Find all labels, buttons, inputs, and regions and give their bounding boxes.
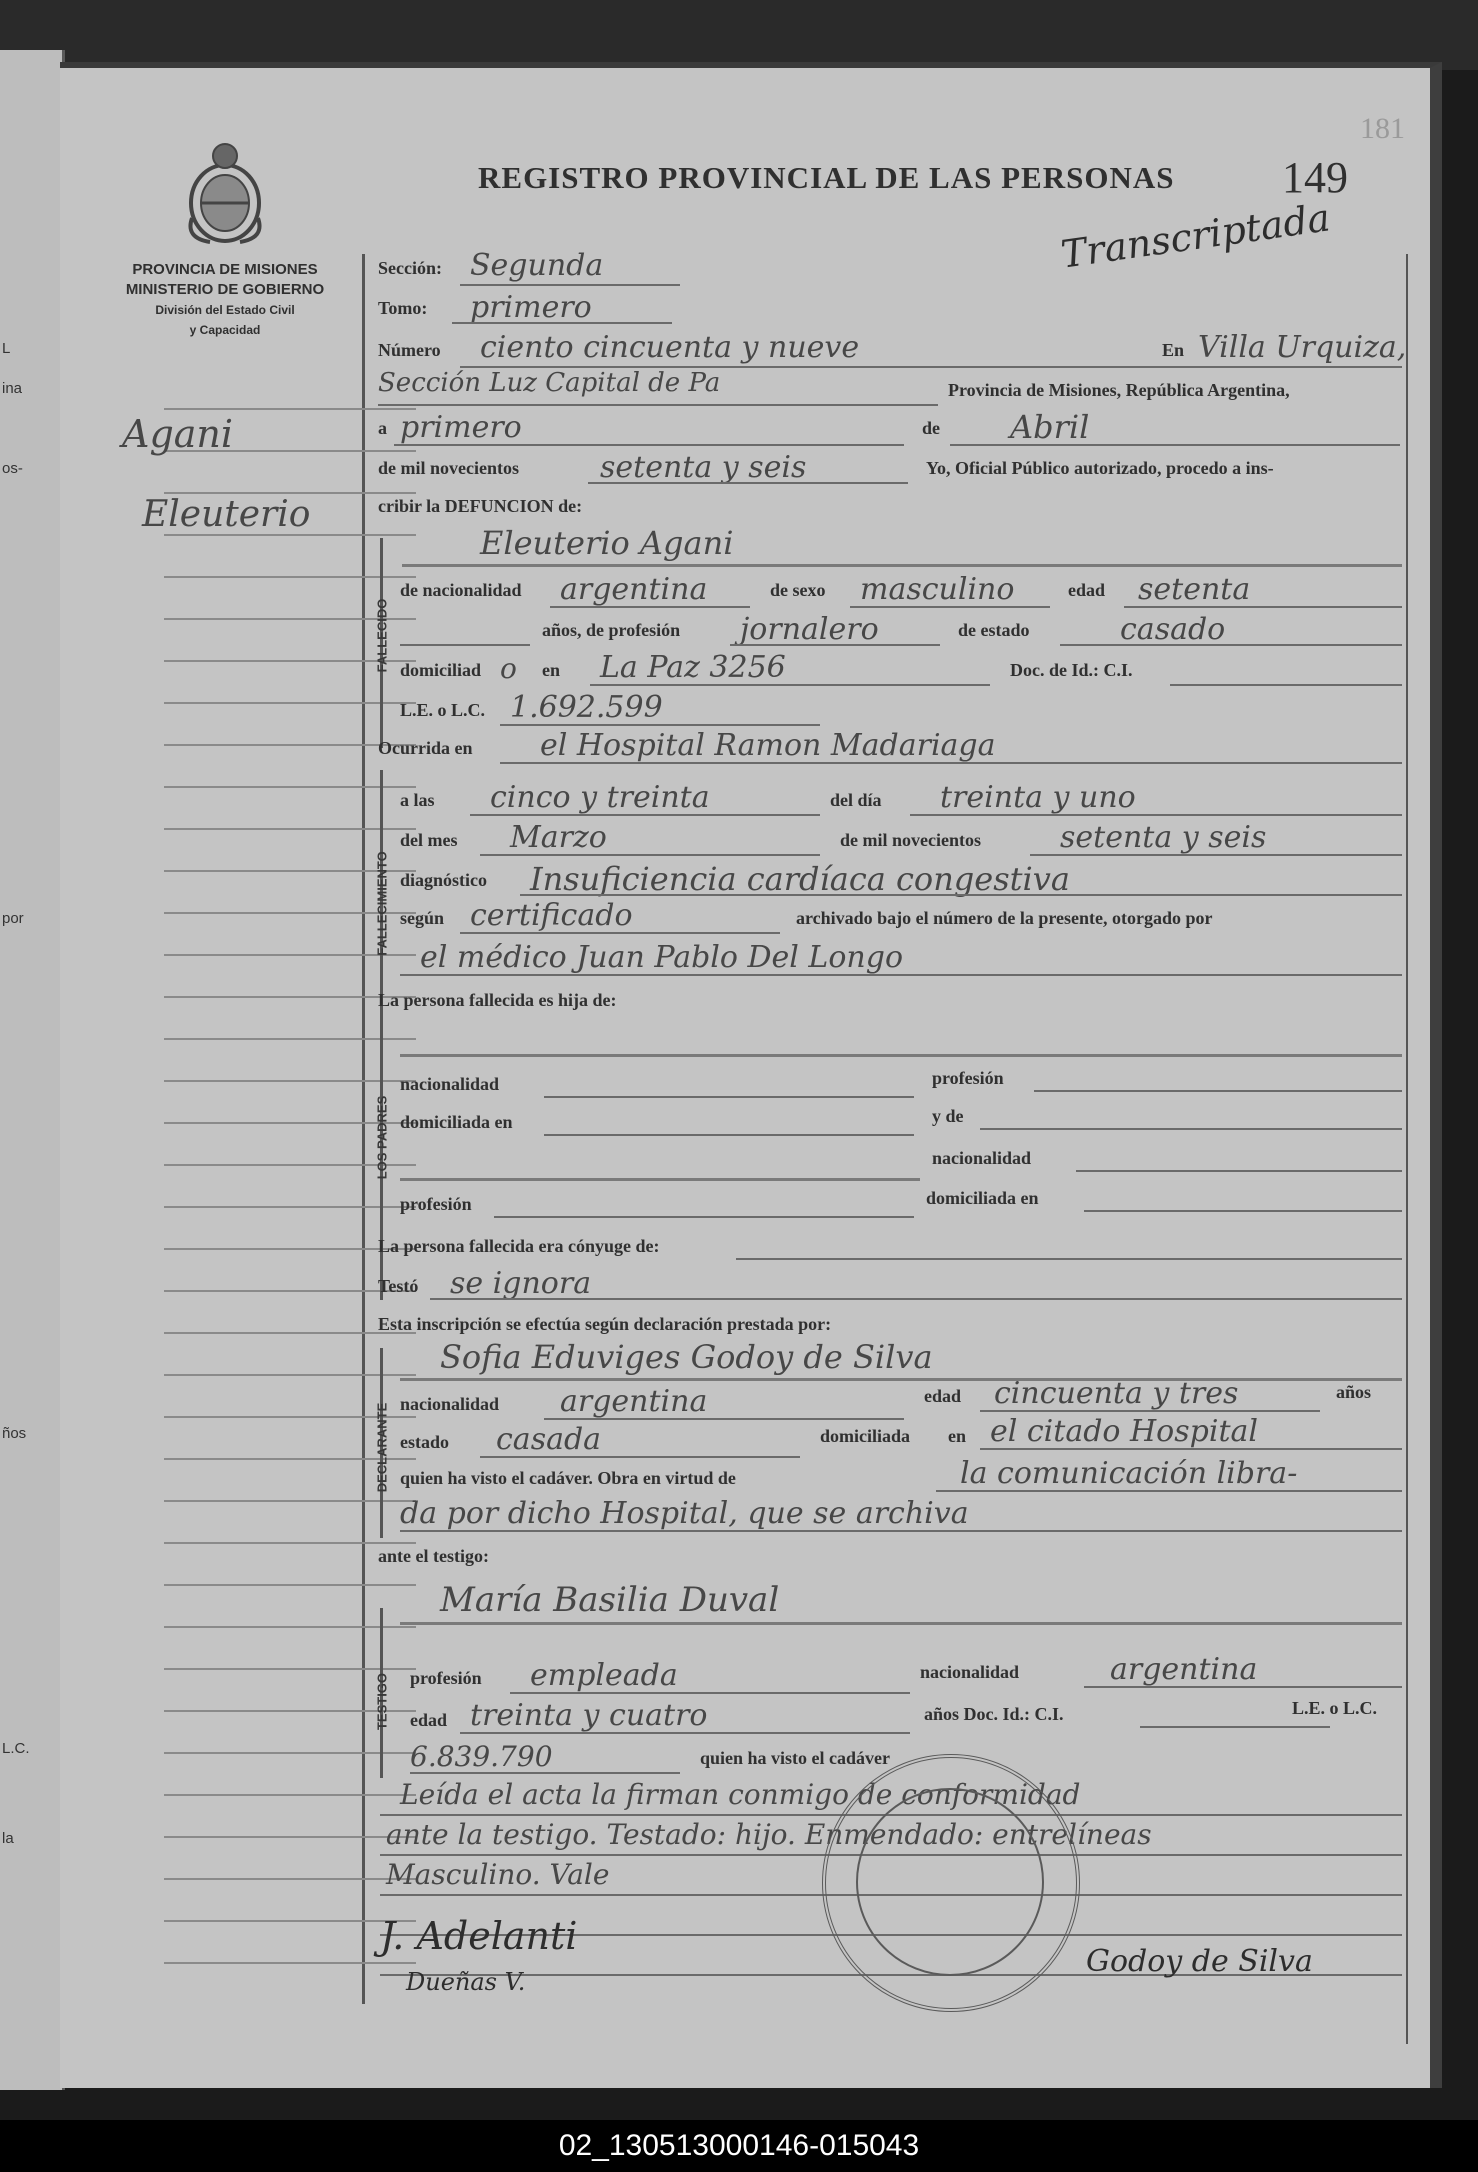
conyuge-text: La persona fallecida era cónyuge de: (378, 1236, 660, 1256)
left-margin-rule (362, 254, 365, 2004)
division-name-2: y Capacidad (189, 323, 261, 337)
declarante-domiciliada-label: domiciliada (820, 1426, 911, 1446)
oficial-text: Yo, Oficial Público autorizado, procedo a ins- (926, 458, 1274, 478)
ocurrida-value: el Hospital Ramon Madariaga (540, 728, 996, 763)
coat-of-arms-icon (180, 138, 270, 248)
prev-fragment: ños (2, 1425, 27, 1442)
folio-previous: 181 (1360, 112, 1405, 145)
closing-line-1: Leída el acta la firman conmigo de conformidad (400, 1778, 1081, 1811)
prev-fragment: la (2, 1830, 14, 1847)
del-mes-label: del mes (400, 830, 458, 850)
official-stamp-icon (822, 1754, 1080, 2012)
declarante-anos-label: años (1336, 1382, 1372, 1402)
de-value: Abril (1010, 408, 1090, 446)
testigo-edad-value: treinta y cuatro (470, 1698, 708, 1733)
previous-page-edge (0, 50, 65, 2090)
diagnostico-label: diagnóstico (400, 870, 488, 890)
numero-value: ciento cincuenta y nueve (480, 330, 860, 365)
declarante-en-label: en (948, 1426, 966, 1446)
background-top (0, 0, 1478, 70)
signature-official-sub: Dueñas V. (406, 1968, 526, 1996)
prev-fragment: L (2, 340, 11, 357)
declarante-side-label: DECLARANTE (374, 1402, 390, 1493)
madre-domiciliada-label: domiciliada en (926, 1188, 1039, 1208)
division-name: División del Estado Civil (155, 303, 295, 317)
prev-fragment: ina (2, 380, 23, 397)
testigo-doc-value: 6.839.790 (410, 1740, 553, 1773)
hija-text: La persona fallecida es hija de: (378, 990, 617, 1010)
fallecimiento-side-label: FALLECIMIENTO (374, 851, 390, 956)
seccion-value: Segunda (470, 248, 604, 283)
le-label: L.E. o L.C. (400, 700, 486, 720)
margin-surname: Agani (122, 412, 234, 456)
sexo-label: de sexo (770, 580, 826, 600)
a-value: primero (400, 410, 522, 445)
transcription-annotation: Transcriptada (1058, 195, 1333, 277)
testigo-edad-label: edad (410, 1710, 448, 1730)
fallecido-side-label: FALLECIDO (374, 598, 390, 673)
de-label: de (922, 418, 940, 438)
mil2-label: de mil novecientos (840, 830, 981, 850)
testigo-profesion-value: empleada (530, 1658, 678, 1693)
testigo-cadaver-text: quien ha visto el cadáver (700, 1748, 891, 1768)
prev-fragment: L.C. (2, 1740, 30, 1757)
provincia-text: Provincia de Misiones, República Argentina, (948, 380, 1290, 400)
del-dia-label: del día (830, 790, 882, 810)
nacionalidad-value: argentina (560, 572, 708, 607)
mil2-value: setenta y seis (1060, 820, 1267, 855)
sexo-value: masculino (860, 572, 1015, 607)
declarante-edad-label: edad (924, 1386, 962, 1406)
estado-value: casado (1120, 612, 1226, 647)
padres-side-label: LOS PADRES (374, 1095, 390, 1180)
tomo-label: Tomo: (378, 298, 428, 318)
estado-label: de estado (958, 620, 1030, 640)
testigo-le-label: L.E. o L.C. (1292, 1698, 1378, 1718)
domicilio-value: La Paz 3256 (600, 650, 786, 685)
padre-domiciliada-label: domiciliada en (400, 1112, 513, 1132)
signature-official: J. Adelanti (380, 1914, 578, 1958)
province-name: PROVINCIA DE MISIONES (132, 261, 318, 278)
closing-line-2: ante la testigo. Testado: hijo. Enmendado: entrelíneas (386, 1818, 1152, 1851)
madre-nacionalidad-label: nacionalidad (932, 1148, 1032, 1168)
diagnostico-value: Insuficiencia cardíaca congestiva (530, 860, 1070, 898)
cribir-text: cribir la DEFUNCION de: (378, 496, 583, 516)
cadaver-text: quien ha visto el cadáver. Obra en virtud de (400, 1468, 736, 1488)
declarante-estado-value: casada (496, 1422, 602, 1457)
le-value: 1.692.599 (510, 690, 663, 725)
a-las-label: a las (400, 790, 435, 810)
segun-value: certificado (470, 898, 633, 933)
register-page (60, 62, 1442, 2088)
place-value: Sección Luz Capital de Pa (378, 368, 721, 398)
testigo-name: María Basilia Duval (440, 1580, 780, 1620)
declarante-nacionalidad-value: argentina (560, 1384, 708, 1419)
padre-nacionalidad-label: nacionalidad (400, 1074, 500, 1094)
seccion-label: Sección: (378, 258, 442, 278)
testigo-anos-doc-label: años Doc. Id.: C.I. (924, 1704, 1064, 1724)
padre-profesion-label: profesión (932, 1068, 1004, 1088)
del-mes-value: Marzo (510, 820, 607, 855)
mil-label: de mil novecientos (378, 458, 519, 478)
testigo-side-label: TESTIGO (374, 1672, 390, 1731)
declarante-edad-value: cincuenta y tres (994, 1376, 1239, 1411)
numero-label: Número (378, 340, 441, 360)
tomo-value: primero (470, 290, 592, 325)
en-label: En (1162, 340, 1185, 360)
medico-value: el médico Juan Pablo Del Longo (420, 940, 904, 975)
declarante-nacionalidad-label: nacionalidad (400, 1394, 500, 1414)
testo-value: se ignora (450, 1266, 592, 1301)
domicilio-en-label: en (542, 660, 560, 680)
a-las-value: cinco y treinta (490, 780, 710, 815)
declarante-name: Sofia Eduviges Godoy de Silva (440, 1338, 933, 1376)
anos-profesion-label: años, de profesión (542, 620, 681, 640)
domicilio-suffix: o (500, 652, 517, 685)
right-form-rule (1406, 254, 1408, 2044)
del-dia-value: treinta y uno (940, 780, 1136, 815)
en-value: Villa Urquiza, (1198, 330, 1407, 365)
testo-label: Testó (378, 1276, 419, 1296)
madre-profesion-label: profesión (400, 1194, 472, 1214)
fallecido-name: Eleuterio Agani (480, 524, 734, 562)
prev-fragment: por (2, 910, 24, 927)
ocurrida-label: Ocurrida en (378, 738, 473, 758)
cadaver-value-2: da por dicho Hospital, que se archiva (400, 1496, 969, 1531)
declarante-domicilio-value: el citado Hospital (990, 1414, 1258, 1449)
archivado-text: archivado bajo el número de la presente, otorgado por (796, 908, 1213, 928)
folio-number: 149 (1282, 153, 1348, 202)
inscripcion-text: Esta inscripción se efectúa según declaración prestada por: (378, 1314, 832, 1334)
testigo-nacionalidad-label: nacionalidad (920, 1662, 1020, 1682)
cadaver-value: la comunicación libra- (960, 1456, 1298, 1491)
nacionalidad-label: de nacionalidad (400, 580, 522, 600)
testigo-nacionalidad-value: argentina (1110, 1652, 1258, 1687)
image-id-footer: 02_130513000146-015043 (0, 2120, 1478, 2172)
doc-label: Doc. de Id.: C.I. (1010, 660, 1133, 680)
ministry-name: MINISTERIO DE GOBIERNO (125, 281, 325, 298)
a-label: a (378, 418, 387, 438)
edad-label: edad (1068, 580, 1106, 600)
madre-yde-label: y de (932, 1106, 964, 1126)
testigo-text: ante el testigo: (378, 1546, 489, 1566)
signature-declarante: Godoy de Silva (1086, 1944, 1313, 1979)
page-title: REGISTRO PROVINCIAL DE LAS PERSONAS (478, 160, 1175, 195)
prev-fragment: os- (2, 460, 23, 477)
closing-line-3: Masculino. Vale (386, 1858, 610, 1891)
declarante-estado-label: estado (400, 1432, 449, 1452)
segun-label: según (400, 908, 445, 928)
margin-given-name: Eleuterio (142, 494, 311, 535)
edad-value: setenta (1138, 572, 1251, 607)
mil-value: setenta y seis (600, 450, 807, 485)
domicilio-label: domiciliad (400, 660, 482, 680)
testigo-profesion-label: profesión (410, 1668, 482, 1688)
ministry-header (100, 260, 350, 340)
profesion-value: jornalero (740, 612, 879, 647)
